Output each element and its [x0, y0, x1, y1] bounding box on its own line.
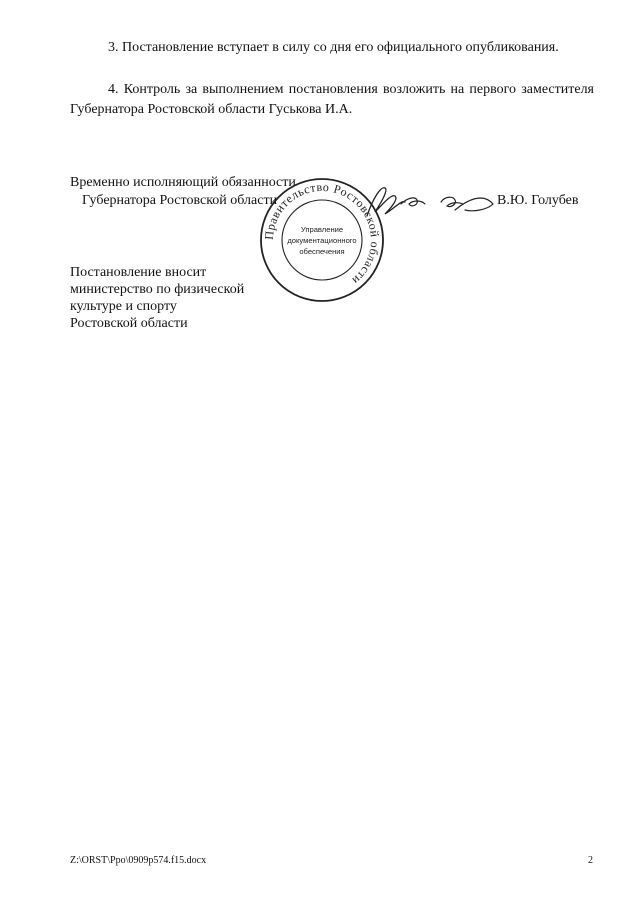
- paragraph-4: [70, 80, 594, 120]
- paragraph-3-text: 3. Постановление вступает в силу со дня его официального опубликования.: [108, 40, 559, 55]
- introduced-by-line-1: Постановление вносит: [70, 265, 207, 280]
- paragraph-4-text: 4. Контроль за выполнением постановления возложить на первого заместителя Губернатора Ростовской области Гуськова И.А.: [70, 82, 594, 117]
- stamp-center-line-2: документационного: [287, 236, 357, 245]
- stamp-ring-text: Правительство Ростовской области: [261, 179, 383, 288]
- handwritten-signature: [355, 176, 505, 226]
- stamp-center-line-3: обеспечения: [299, 247, 345, 256]
- footer-page-number: 2: [588, 855, 593, 866]
- signatory-position-line-1: Временно исполняющий обязанности: [70, 175, 296, 190]
- footer-file-path: Z:\ORST\Ppo\0909p574.f15.docx: [70, 855, 207, 866]
- introduced-by-line-2: министерство по физической: [70, 282, 245, 297]
- paragraph-3: [70, 38, 594, 58]
- introduced-by-note: [70, 264, 244, 332]
- signatory-position-line-2: Губернатора Ростовской области: [82, 193, 278, 208]
- introduced-by-line-3: культуре и спорту: [70, 299, 177, 314]
- stamp-center-line-1: Управление: [300, 225, 344, 234]
- signatory-name: В.Ю. Голубев: [497, 193, 579, 208]
- introduced-by-line-4: Ростовской области: [70, 316, 188, 331]
